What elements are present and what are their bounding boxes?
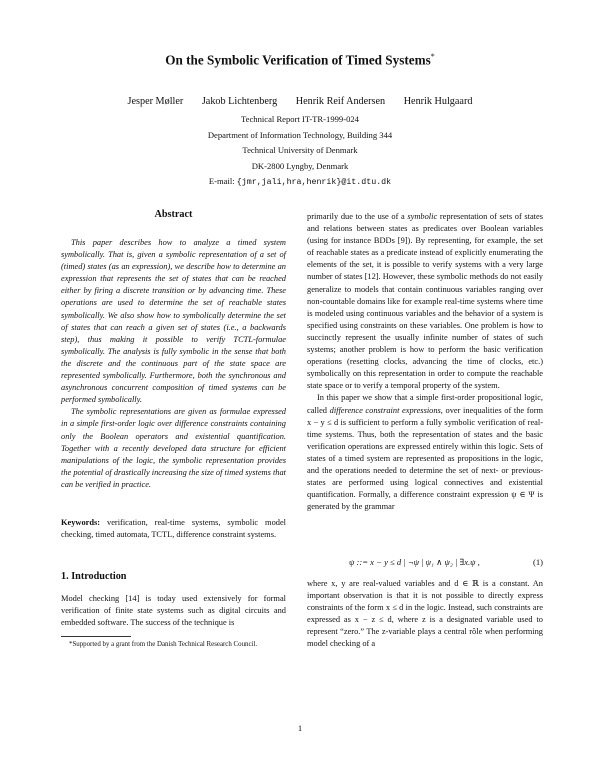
emphasis: difference constraint expressions xyxy=(329,405,441,415)
page-number: 1 xyxy=(297,723,303,733)
text-run: In this paper we show that a simple first-order propositional logic, called xyxy=(307,393,543,415)
abstract-paragraph: This paper describes how to analyze a timed system symbolically. That is, given a symbolic representation of a set of (timed) states (as an expression), we describe how to determine an expression that represents the set of states that can be reached either by firing a discrete transition or by advancing time. These operations are used to determine the set of reachable states symbolically. We also show how to symbolically determine the set of states that can reach a given set of states (i.e., a backwards step), thus making it possible to verify TCTL-formulae symbolically. The analysis is fully symbolic in the sense that both the discrete and the continuous part of the state space are represented symbolically. Furthermore, both the synchronous and asynchronous concurrent composition of timed systems can be performed symbolically. xyxy=(61,238,286,405)
intro-paragraph: Model checking [14] is today used extensively for formal verification of finite state systems such as digital circuits and embedded software. The success of the technique is xyxy=(61,594,286,628)
abstract-paragraph: The symbolic representations are given as formulae expressed in a simple first-order logic over difference constraints containing only the Boolean operators and existential quantification. Together with a recently developed data structure for efficient manipulations of the logic, the symbolic representation provides the potential of drastically increasing the size of timed systems that can be verified in practice. xyxy=(61,407,286,489)
footnote: *Supported by a grant from the Danish Technical Research Council. xyxy=(69,641,258,648)
keywords-text: verification, real-time systems, symbolic model checking, timed automata, TCTL, difference constraint systems. xyxy=(61,518,286,540)
equation-body: ψ ::= x − y ≤ d | ¬ψ | ψ₁ ∧ ψ₂ | ∃x.ψ , xyxy=(349,557,480,567)
department: Department of Information Technology, Building 344 xyxy=(207,129,393,140)
body-paragraph xyxy=(307,211,543,392)
body-paragraph xyxy=(307,392,543,513)
keywords xyxy=(61,517,286,541)
abstract-body xyxy=(61,237,286,491)
email-address: {jmr,jali,hra,henrik}@it.dtu.dk xyxy=(236,178,392,187)
author-list xyxy=(0,96,600,107)
author: Henrik Reif Andersen xyxy=(295,96,386,107)
text-run: representation of sets of states and relations between states as predicates over Boolean variables (using for instance BDDs [9]). By representing, for example, the set of reachable states as a predicate instead of explicitly enumerating the elements of the set, it is possible to verify systems with a very large number of states [12]. However, these symbolic methods do not easily generalize to models that contain continuous variables ranging over non-countable domains like for example real-time systems where time is modeled using continuous variables and the behavior of a system is specified using constraints on these variables. One problem is how to succinctly represent the usually infinite number of states of such systems; another problem is how to perform the basic verification operations (resetting clocks, advancing the time of clocks, etc.) symbolically on this representation in order to compute the reachable state space or to verify a temporal property of the system. xyxy=(307,212,543,391)
abstract-heading: Abstract xyxy=(154,209,193,220)
paper-title xyxy=(0,52,600,68)
right-column-body xyxy=(307,211,543,513)
author: Henrik Hulgaard xyxy=(403,96,473,107)
city: DK-2800 Lyngby, Denmark xyxy=(251,160,349,171)
keywords-label: Keywords: xyxy=(61,518,101,527)
report-number: Technical Report IT-TR-1999-024 xyxy=(241,114,359,124)
title-footnote-mark: * xyxy=(430,52,435,61)
affiliation-block xyxy=(0,112,600,191)
author: Jakob Lichtenberg xyxy=(201,96,278,107)
title-text: On the Symbolic Verification of Timed Systems xyxy=(165,52,431,68)
section-heading-introduction: 1. Introduction xyxy=(61,571,127,582)
equation-number: (1) xyxy=(532,557,543,567)
text-run: , over inequalities of the form x − y ≤ d is sufficient to perform a fully symbolic verification of real-time systems. Thus, both the representation of states and the basic verification operations are expressed entirely within this logic. Sets of states of a timed system are represented as propositions in the logic, and the operations needed to determine the set of next- or previous-states are performed using logical connectives and existential quantification. Formally, a difference constraint expression ψ ∈ Ψ is generated by the grammar xyxy=(307,405,544,512)
emphasis: symbolic xyxy=(407,212,438,221)
author: Jesper Møller xyxy=(127,96,184,107)
footnote-rule xyxy=(61,636,131,637)
email-label: E-mail: xyxy=(208,176,235,186)
body-paragraph: where x, y are real-valued variables and d ∈ ℝ is a constant. An important observation is that it is not possible to directly express constraints of the form x ≤ d in the logic. Instead, such constraints are expressed as x − z ≤ d, where z is a designated variable used to represent “zero.” The z-variable plays a central rôle when performing model checking of a xyxy=(307,579,543,649)
text-run: primarily due to the use of a xyxy=(307,212,408,221)
email-line xyxy=(0,174,600,191)
university: Technical University of Denmark xyxy=(242,145,358,155)
